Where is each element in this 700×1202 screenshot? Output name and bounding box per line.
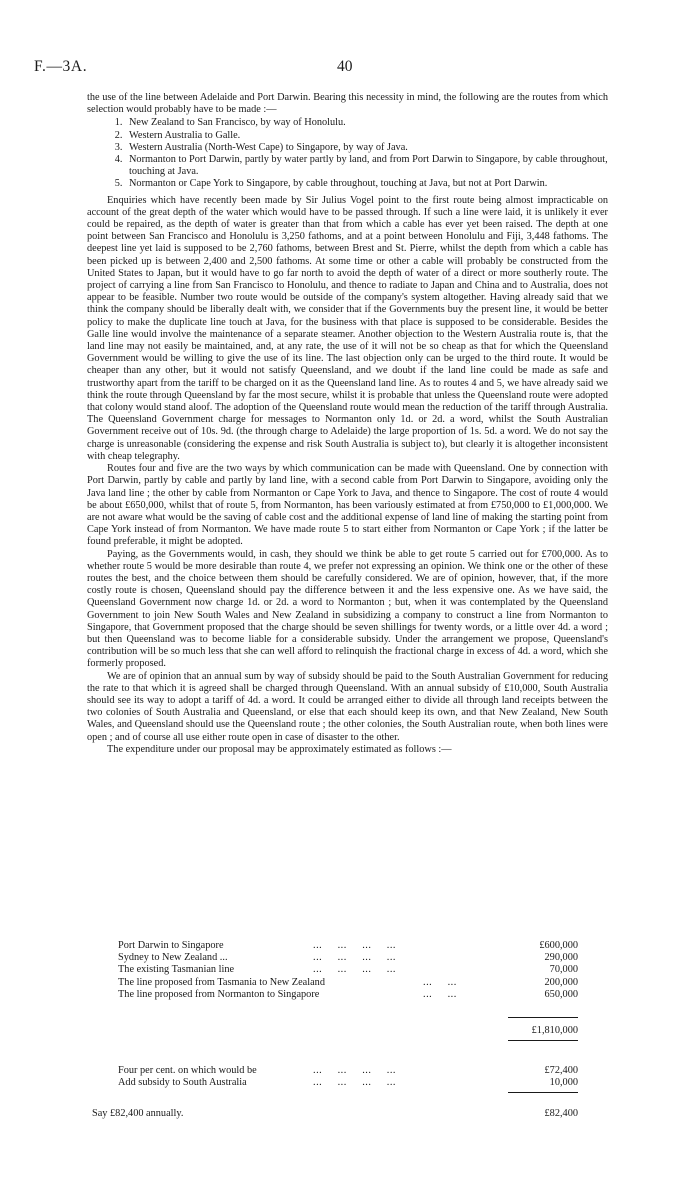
subsidy-rule — [508, 1092, 578, 1093]
table-row-total — [118, 1025, 578, 1037]
table-row — [118, 1065, 578, 1077]
row-label: Sydney to New Zealand ... — [118, 952, 228, 964]
paragraph-paying: Paying, as the Governments would, in cash, they should we think be able to get route 5 carried out for £700,000. As to whether route 5 would be more desirable than route 4, we prefer not expressing an opinion. We think one or the other of these routes the best, and the choice between them should be carefully considered. We are of opinion, however, that, if the more costly route is chosen, Queensland should pay the difference between it and the less expensive one. As we have said, the Queensland Government now charge 1d. or 2d. a word to Normanton ; but, when it was contemplated by the Queensland Government to join New South Wales and New Zealand in subsidizing a company to construct a line from Normanton to Singapore, that Government proposed that the charge should be seven shillings for twenty words, or a little over 4d. a word ; but then Queensland was to become liable for a considerable subsidy. Under the arrangement we propose, Queensland's contribution will be so much less that she can well afford to relinquish the fractional charge in excess of 4d. a word, which she formerly proposed. — [87, 548, 608, 670]
table-row — [118, 952, 578, 964]
document-reference: F.—3A. — [34, 58, 88, 75]
row-leader: ... ... ... ... — [313, 964, 397, 976]
total-amount: £1,810,000 — [531, 1025, 578, 1036]
row-label: The line proposed from Normanton to Singapore — [118, 988, 320, 1000]
row-amount: 290,000 — [544, 952, 578, 964]
row-leader: ... ... — [423, 988, 457, 1000]
table-row — [118, 964, 578, 976]
row-leader: ... ... ... ... — [313, 1065, 397, 1076]
row-leader: ... ... ... ... — [313, 940, 397, 951]
summary-amount: £82,400 — [544, 1108, 578, 1119]
expenditure-table — [118, 940, 578, 1088]
summary-label: Say £82,400 annually. — [92, 1108, 184, 1119]
route-item: 5. Normanton or Cape York to Singapore, by cable throughout, touching at Java, but not at Port Darwin. — [125, 178, 608, 190]
total-rule — [508, 1040, 578, 1041]
paragraph-routes-four-five: Routes four and five are the two ways by which communication can be made with Queensland. One by connection with Port Darwin, partly by cable and partly by land line, with a second cable from Port Darwin to Singapore, avoiding only the Java land line ; the other by cable from Normanton or Cape York to Java, and thence to Singapore. The cost of route 4 would be about £650,000, whilst that of route 5, from Normanton, has been variously estimated at from £750,000 to £1,000,000. We are not aware what would be the saving of cable cost and the additional expense of land line of making the starting point from Cape York instead of from Normanton. We have made route 5 to start either from Normanton or Cape York ; if the latter be found preferable, it might be adopted. — [87, 463, 608, 548]
row-leader: ... ... ... ... — [313, 952, 397, 964]
expenditure-intro: The expenditure under our proposal may be approximately estimated as follows :— — [107, 743, 452, 755]
row-label: The line proposed from Tasmania to New Zealand — [118, 976, 325, 988]
page-number: 40 — [337, 58, 353, 75]
row-amount: 200,000 — [544, 976, 578, 988]
row-label: Four per cent. on which would be — [118, 1065, 257, 1076]
table-row — [118, 1077, 578, 1089]
paragraph-subsidy: We are of opinion that an annual sum by way of subsidy should be paid to the South Australian Government for reducing the rate to that which it is agreed shall be charged through Queensland. With an annual subsidy of £10,000, South Australia should see its way to adopt a tariff of 4d. a word. It could be arranged either to divide all through land receipts between the two colonies of South Australia and Queensland, or else that each should keep its own, and that New Zealand, New South Wales, and Queensland should use the Queensland route ; the other colonies, the South Australian route, when both lines were open ; and of course all use either route open in case of disaster to the other. — [87, 670, 608, 743]
route-item: 1. New Zealand to San Francisco, by way of Honolulu. — [125, 117, 608, 129]
row-label: Add subsidy to South Australia — [118, 1077, 247, 1088]
subtotal-rule — [508, 1017, 578, 1018]
route-item: 4. Normanton to Port Darwin, partly by water partly by land, and from Port Darwin to Singapore, by cable throughout, touching at Java. — [125, 154, 608, 178]
row-leader: ... ... ... ... — [313, 1077, 397, 1088]
table-row — [118, 940, 578, 952]
paragraph-enquiries: Enquiries which have recently been made by Sir Julius Vogel point to the first route being almost impracticable on account of the great depth of the water which would have to be passed through. If such a line were laid, it is unlikely it ever could be repaired, as the depth of water is greater than that from which a cable has ever yet been raised. The depth at one point between San Francisco and Honolulu is 3,250 fathoms, and at a point between Honolulu and Fiji, 3,448 fathoms. The deepest line yet laid is supposed to be 2,760 fathoms, between Brest and St. Pierre, whilst the depth from which a cable has been picked up is between 2,400 and 2,500 fathoms. At some time or other a cable will probably be constructed from the United States to Japan, but it would have to go far north to avoid the depth of water of a direct or more southerly route. The project of carrying a line from San Francisco to Honolulu, and thence to radiate to Japan and China and to Australia, does not appear to be feasible. Number two route would be outside of the company's system altogether. Having already said that we think the company should be liberally dealt with, we consider that if the Governments buy the present line, it would be better policy to make the duplicate line touch at Java, for the business with that place is supposed to be considerable. Besides the Galle line would involve the maintenance of a separate steamer. Another objection to the Western Australia route is, that the land line may not easily be maintained, and, at any rate, the use of it will not be so cheap as that for which the Queensland Government would be willing to give the use of its line. The last objection only can be urged to the third route. It would be cheaper than any other, but it would not satisfy Queensland, and we doubt if the land line could be made as safe and trustworthy apart from the tariff to be charged on it as the Queensland land line. As to routes 4 and 5, we have already said we think the route through Queensland by far the most secure, whilst it is probable that unless the Queensland route were adopted that colony would stand aloof. The adoption of the Queensland route would mean the reduction of the tariff through Australia. The Queensland Government charge for messages to Normanton only 1d. or 2d. a word, whilst the South Australian Government receive out of 10s. 9d. (the through charge to Adelaide) the large proportion of 1s. 5d. a word. We do not say the charge is unreasonable (considering the expense and risk South Australia is subject to), but clearly it is altogether inconsistent with cheap telegraphy. — [87, 194, 608, 462]
route-item: 3. Western Australia (North-West Cape) to Singapore, by way of Java. — [125, 142, 608, 154]
row-amount: 10,000 — [549, 1077, 578, 1088]
row-leader: ... ... — [423, 976, 457, 988]
row-amount: £600,000 — [539, 940, 578, 951]
table-row — [118, 977, 578, 989]
row-amount: 70,000 — [549, 964, 578, 976]
row-amount: 650,000 — [544, 988, 578, 1000]
body-text — [87, 92, 608, 756]
row-label: Port Darwin to Singapore — [118, 940, 224, 951]
route-item: 2. Western Australia to Galle. — [125, 130, 608, 142]
row-amount: £72,400 — [544, 1065, 578, 1076]
row-label: The existing Tasmanian line — [118, 964, 235, 976]
summary-row — [92, 1108, 578, 1120]
table-row — [118, 989, 578, 1001]
intro-paragraph: the use of the line between Adelaide and Port Darwin. Bearing this necessity in mind, the following are the routes from which selection would probably have to be made :— — [87, 92, 608, 116]
routes-list — [87, 117, 608, 190]
